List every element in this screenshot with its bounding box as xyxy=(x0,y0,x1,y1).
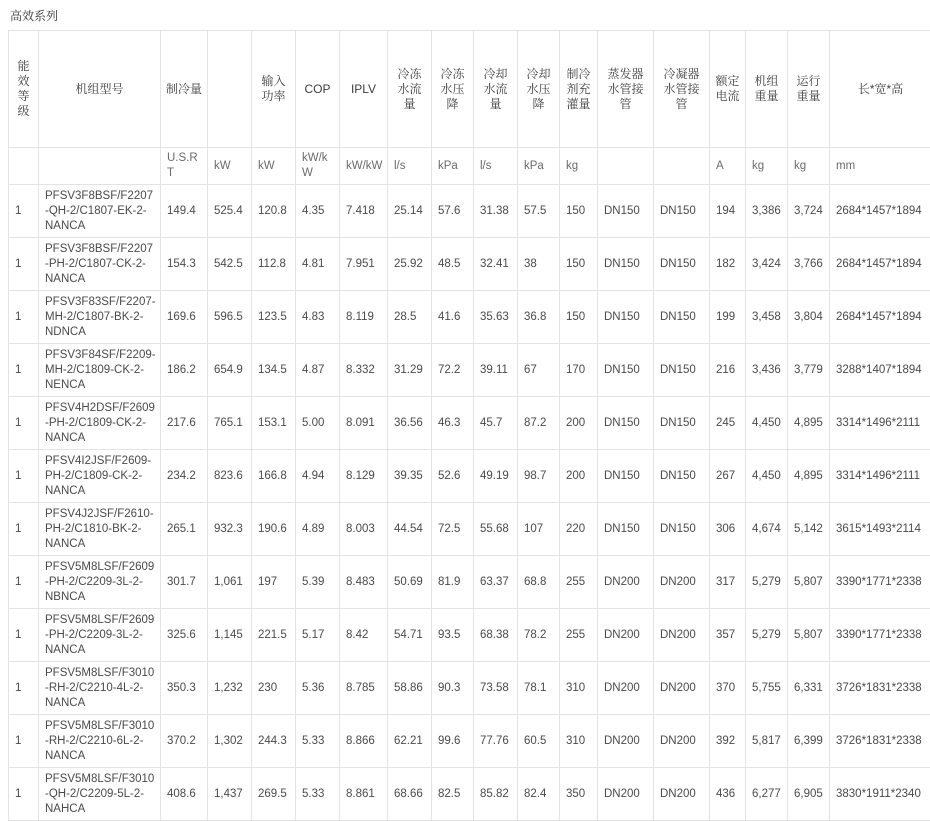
cell-cop: 5.00 xyxy=(296,397,340,450)
cell-evaporator-pipe: DN150 xyxy=(598,503,654,556)
cell-refrigerant-charge: 200 xyxy=(560,450,598,503)
cell-condenser-pipe: DN150 xyxy=(654,238,710,291)
cell-capacity-kw: 932.3 xyxy=(208,503,252,556)
cell-iplv: 8.332 xyxy=(340,344,388,397)
cell-cooling-water-drop: 78.2 xyxy=(518,609,560,662)
cell-chilled-water-drop: 48.5 xyxy=(432,238,474,291)
cell-iplv: 7.418 xyxy=(340,185,388,238)
cell-evaporator-pipe: DN150 xyxy=(598,291,654,344)
cell-chilled-water-drop: 41.6 xyxy=(432,291,474,344)
cell-chilled-water-flow: 62.21 xyxy=(388,715,432,768)
col-header-cw-flow-label: 冷却水流量 xyxy=(478,67,513,112)
cell-condenser-pipe: DN200 xyxy=(654,662,710,715)
cell-power: 153.1 xyxy=(252,397,296,450)
col-header-cooling-water-drop xyxy=(518,31,560,148)
cell-power: 269.5 xyxy=(252,768,296,821)
cell-chilled-water-flow: 39.35 xyxy=(388,450,432,503)
cell-chilled-water-flow: 25.14 xyxy=(388,185,432,238)
cell-cop: 5.17 xyxy=(296,609,340,662)
cell-operating-weight: 3,724 xyxy=(788,185,830,238)
cell-unit-weight: 3,458 xyxy=(746,291,788,344)
cell-rated-current: 370 xyxy=(710,662,746,715)
cell-dimensions: 3726*1831*2338 xyxy=(830,662,930,715)
table-row[interactable] xyxy=(9,344,930,397)
cell-evaporator-pipe: DN200 xyxy=(598,609,654,662)
table-header xyxy=(9,31,930,185)
cell-power: 221.5 xyxy=(252,609,296,662)
cell-model: PFSV5M8LSF/F3010-QH-2/C2209-5L-2-NAHCA xyxy=(39,768,161,821)
cell-condenser-pipe: DN200 xyxy=(654,768,710,821)
cell-cooling-water-drop: 78.1 xyxy=(518,662,560,715)
cell-capacity-usrt: 370.2 xyxy=(161,715,208,768)
cell-refrigerant-charge: 200 xyxy=(560,397,598,450)
cell-unit-weight: 6,277 xyxy=(746,768,788,821)
table-row[interactable] xyxy=(9,768,930,821)
cell-cooling-water-drop: 36.8 xyxy=(518,291,560,344)
specification-table xyxy=(8,30,930,821)
cell-chilled-water-drop: 82.5 xyxy=(432,768,474,821)
cell-capacity-kw: 1,232 xyxy=(208,662,252,715)
cell-cop: 4.83 xyxy=(296,291,340,344)
cell-capacity-usrt: 325.6 xyxy=(161,609,208,662)
cell-cop: 5.36 xyxy=(296,662,340,715)
cell-grade: 1 xyxy=(9,185,39,238)
cell-condenser-pipe: DN150 xyxy=(654,185,710,238)
cell-cop: 5.39 xyxy=(296,556,340,609)
cell-dimensions: 3830*1911*2340 xyxy=(830,768,930,821)
cell-rated-current: 306 xyxy=(710,503,746,556)
cell-capacity-kw: 1,061 xyxy=(208,556,252,609)
cell-unit-weight: 3,424 xyxy=(746,238,788,291)
cell-unit-weight: 5,817 xyxy=(746,715,788,768)
cell-dimensions: 2684*1457*1894 xyxy=(830,238,930,291)
cell-chilled-water-flow: 58.86 xyxy=(388,662,432,715)
cell-cooling-water-flow: 73.58 xyxy=(474,662,518,715)
cell-cooling-water-drop: 38 xyxy=(518,238,560,291)
cell-grade: 1 xyxy=(9,662,39,715)
cell-unit-weight: 5,279 xyxy=(746,609,788,662)
cell-capacity-usrt: 186.2 xyxy=(161,344,208,397)
cell-dimensions: 3726*1831*2338 xyxy=(830,715,930,768)
col-header-current-label: 额定电流 xyxy=(714,74,741,104)
cell-iplv: 8.866 xyxy=(340,715,388,768)
cell-chilled-water-drop: 99.6 xyxy=(432,715,474,768)
cell-cooling-water-drop: 60.5 xyxy=(518,715,560,768)
cell-iplv: 8.091 xyxy=(340,397,388,450)
col-header-rated-current xyxy=(710,31,746,148)
table-row[interactable] xyxy=(9,185,930,238)
cell-chilled-water-drop: 90.3 xyxy=(432,662,474,715)
table-unit-row xyxy=(9,148,930,185)
col-header-power-label: 输入功率 xyxy=(256,74,291,104)
cell-rated-current: 317 xyxy=(710,556,746,609)
cell-grade: 1 xyxy=(9,450,39,503)
cell-model: PFSV5M8LSF/F2609-PH-2/C2209-3L-2-NANCA xyxy=(39,609,161,662)
cell-evaporator-pipe: DN150 xyxy=(598,450,654,503)
cell-iplv: 8.42 xyxy=(340,609,388,662)
cell-evaporator-pipe: DN150 xyxy=(598,238,654,291)
cell-operating-weight: 4,895 xyxy=(788,397,830,450)
cell-power: 134.5 xyxy=(252,344,296,397)
cell-unit-weight: 3,386 xyxy=(746,185,788,238)
col-header-iplv-label: IPLV xyxy=(351,82,376,97)
cell-iplv: 8.861 xyxy=(340,768,388,821)
cell-condenser-pipe: DN200 xyxy=(654,715,710,768)
cell-model: PFSV3F83SF/F2207-MH-2/C1807-BK-2-NDNCA xyxy=(39,291,161,344)
cell-operating-weight: 6,905 xyxy=(788,768,830,821)
cell-dimensions: 3288*1407*1894 xyxy=(830,344,930,397)
col-header-cop xyxy=(296,31,340,148)
cell-grade: 1 xyxy=(9,238,39,291)
cell-refrigerant-charge: 310 xyxy=(560,662,598,715)
cell-chilled-water-flow: 44.54 xyxy=(388,503,432,556)
cell-unit-weight: 4,674 xyxy=(746,503,788,556)
unit-chw-flow: l/s xyxy=(388,148,432,185)
cell-dimensions: 3390*1771*2338 xyxy=(830,556,930,609)
cell-refrigerant-charge: 310 xyxy=(560,715,598,768)
cell-cooling-water-flow: 77.76 xyxy=(474,715,518,768)
cell-cooling-water-flow: 39.11 xyxy=(474,344,518,397)
cell-cop: 4.94 xyxy=(296,450,340,503)
cell-operating-weight: 6,399 xyxy=(788,715,830,768)
unit-current: A xyxy=(710,148,746,185)
cell-iplv: 8.785 xyxy=(340,662,388,715)
unit-usrt: U.S.RT xyxy=(161,148,208,185)
cell-cooling-water-flow: 55.68 xyxy=(474,503,518,556)
cell-grade: 1 xyxy=(9,291,39,344)
table-row[interactable] xyxy=(9,556,930,609)
cell-capacity-usrt: 154.3 xyxy=(161,238,208,291)
cell-cooling-water-flow: 32.41 xyxy=(474,238,518,291)
cell-evaporator-pipe: DN150 xyxy=(598,397,654,450)
cell-rated-current: 392 xyxy=(710,715,746,768)
col-header-power xyxy=(252,31,296,148)
cell-chilled-water-flow: 25.92 xyxy=(388,238,432,291)
cell-chilled-water-flow: 50.69 xyxy=(388,556,432,609)
cell-operating-weight: 6,331 xyxy=(788,662,830,715)
cell-operating-weight: 5,142 xyxy=(788,503,830,556)
unit-cw-drop: kPa xyxy=(518,148,560,185)
col-header-operating-weight xyxy=(788,31,830,148)
col-header-cooling-water-flow xyxy=(474,31,518,148)
cell-iplv: 7.951 xyxy=(340,238,388,291)
cell-evaporator-pipe: DN200 xyxy=(598,662,654,715)
cell-capacity-kw: 525.4 xyxy=(208,185,252,238)
cell-grade: 1 xyxy=(9,344,39,397)
cell-power: 230 xyxy=(252,662,296,715)
cell-cop: 4.89 xyxy=(296,503,340,556)
col-header-capacity-usrt xyxy=(161,31,208,148)
cell-grade: 1 xyxy=(9,503,39,556)
cell-rated-current: 182 xyxy=(710,238,746,291)
col-header-chilled-water-flow xyxy=(388,31,432,148)
cell-power: 190.6 xyxy=(252,503,296,556)
cell-cop: 5.33 xyxy=(296,715,340,768)
cell-model: PFSV5M8LSF/F2609-PH-2/C2209-3L-2-NBNCA xyxy=(39,556,161,609)
col-header-cop-label: COP xyxy=(304,82,330,97)
cell-refrigerant-charge: 170 xyxy=(560,344,598,397)
cell-rated-current: 194 xyxy=(710,185,746,238)
table-row[interactable] xyxy=(9,397,930,450)
cell-capacity-kw: 1,302 xyxy=(208,715,252,768)
cell-cooling-water-flow: 45.7 xyxy=(474,397,518,450)
cell-model: PFSV4J2JSF/F2610-PH-2/C1810-BK-2-NANCA xyxy=(39,503,161,556)
cell-condenser-pipe: DN200 xyxy=(654,609,710,662)
col-header-model-label: 机组型号 xyxy=(75,82,123,97)
cell-operating-weight: 3,804 xyxy=(788,291,830,344)
unit-cond-pipe xyxy=(654,148,710,185)
cell-model: PFSV3F8BSF/F2207-PH-2/C1807-CK-2-NANCA xyxy=(39,238,161,291)
cell-capacity-kw: 542.5 xyxy=(208,238,252,291)
cell-chilled-water-drop: 72.2 xyxy=(432,344,474,397)
table-row[interactable] xyxy=(9,291,930,344)
cell-grade: 1 xyxy=(9,768,39,821)
cell-cop: 4.35 xyxy=(296,185,340,238)
col-header-dimensions xyxy=(830,31,930,148)
cell-chilled-water-drop: 57.6 xyxy=(432,185,474,238)
cell-capacity-usrt: 408.6 xyxy=(161,768,208,821)
cell-condenser-pipe: DN150 xyxy=(654,450,710,503)
col-header-chw-flow-label: 冷冻水流量 xyxy=(392,67,427,112)
cell-evaporator-pipe: DN200 xyxy=(598,768,654,821)
cell-chilled-water-drop: 46.3 xyxy=(432,397,474,450)
cell-operating-weight: 4,895 xyxy=(788,450,830,503)
cell-unit-weight: 5,279 xyxy=(746,556,788,609)
col-header-capacity-kw xyxy=(208,31,252,148)
cell-capacity-usrt: 350.3 xyxy=(161,662,208,715)
unit-dimensions: mm xyxy=(830,148,930,185)
cell-chilled-water-flow: 28.5 xyxy=(388,291,432,344)
cell-refrigerant-charge: 350 xyxy=(560,768,598,821)
cell-chilled-water-flow: 36.56 xyxy=(388,397,432,450)
unit-oper-weight: kg xyxy=(788,148,830,185)
cell-cooling-water-flow: 63.37 xyxy=(474,556,518,609)
cell-power: 120.8 xyxy=(252,185,296,238)
table-header-row xyxy=(9,31,930,148)
cell-refrigerant-charge: 150 xyxy=(560,185,598,238)
cell-cooling-water-drop: 67 xyxy=(518,344,560,397)
cell-cop: 5.33 xyxy=(296,768,340,821)
unit-kw: kW xyxy=(208,148,252,185)
cell-condenser-pipe: DN150 xyxy=(654,503,710,556)
cell-chilled-water-flow: 31.29 xyxy=(388,344,432,397)
cell-rated-current: 267 xyxy=(710,450,746,503)
table-body xyxy=(9,185,930,821)
col-header-capacity-label: 制冷量 xyxy=(166,82,202,97)
unit-model xyxy=(39,148,161,185)
cell-capacity-kw: 765.1 xyxy=(208,397,252,450)
cell-condenser-pipe: DN200 xyxy=(654,556,710,609)
cell-evaporator-pipe: DN150 xyxy=(598,344,654,397)
cell-condenser-pipe: DN150 xyxy=(654,397,710,450)
cell-refrigerant-charge: 150 xyxy=(560,238,598,291)
cell-power: 244.3 xyxy=(252,715,296,768)
cell-iplv: 8.003 xyxy=(340,503,388,556)
cell-condenser-pipe: DN150 xyxy=(654,344,710,397)
col-header-refrigerant-charge xyxy=(560,31,598,148)
cell-refrigerant-charge: 220 xyxy=(560,503,598,556)
col-header-dimensions-label: 长*宽*高 xyxy=(858,82,903,97)
cell-grade: 1 xyxy=(9,556,39,609)
cell-unit-weight: 5,755 xyxy=(746,662,788,715)
unit-evap-pipe xyxy=(598,148,654,185)
cell-cop: 4.87 xyxy=(296,344,340,397)
cell-chilled-water-flow: 54.71 xyxy=(388,609,432,662)
col-header-cond-pipe-label: 冷凝器水管接管 xyxy=(658,67,705,112)
cell-cooling-water-drop: 107 xyxy=(518,503,560,556)
cell-cooling-water-drop: 98.7 xyxy=(518,450,560,503)
cell-capacity-usrt: 169.6 xyxy=(161,291,208,344)
col-header-chw-drop-label: 冷冻水压降 xyxy=(436,67,469,112)
cell-power: 123.5 xyxy=(252,291,296,344)
cell-cooling-water-flow: 68.38 xyxy=(474,609,518,662)
cell-cooling-water-drop: 57.5 xyxy=(518,185,560,238)
cell-cooling-water-flow: 85.82 xyxy=(474,768,518,821)
cell-cooling-water-flow: 35.63 xyxy=(474,291,518,344)
cell-capacity-usrt: 234.2 xyxy=(161,450,208,503)
col-header-iplv xyxy=(340,31,388,148)
cell-evaporator-pipe: DN150 xyxy=(598,185,654,238)
cell-dimensions: 2684*1457*1894 xyxy=(830,291,930,344)
cell-chilled-water-drop: 81.9 xyxy=(432,556,474,609)
cell-condenser-pipe: DN150 xyxy=(654,291,710,344)
cell-rated-current: 436 xyxy=(710,768,746,821)
table-row[interactable] xyxy=(9,609,930,662)
cell-iplv: 8.119 xyxy=(340,291,388,344)
cell-rated-current: 216 xyxy=(710,344,746,397)
cell-power: 197 xyxy=(252,556,296,609)
table-row[interactable] xyxy=(9,450,930,503)
cell-operating-weight: 5,807 xyxy=(788,556,830,609)
cell-dimensions: 3390*1771*2338 xyxy=(830,609,930,662)
col-header-grade xyxy=(9,31,39,148)
cell-refrigerant-charge: 255 xyxy=(560,556,598,609)
unit-unit-weight: kg xyxy=(746,148,788,185)
cell-power: 112.8 xyxy=(252,238,296,291)
table-row[interactable] xyxy=(9,238,930,291)
cell-dimensions: 3615*1493*2114 xyxy=(830,503,930,556)
cell-grade: 1 xyxy=(9,397,39,450)
cell-chilled-water-flow: 68.66 xyxy=(388,768,432,821)
col-header-chilled-water-drop xyxy=(432,31,474,148)
col-header-unit-weight xyxy=(746,31,788,148)
table-row[interactable] xyxy=(9,715,930,768)
unit-cop: kW/kW xyxy=(296,148,340,185)
cell-rated-current: 357 xyxy=(710,609,746,662)
cell-capacity-kw: 823.6 xyxy=(208,450,252,503)
cell-model: PFSV4H2DSF/F2609-PH-2/C1809-CK-2-NANCA xyxy=(39,397,161,450)
cell-capacity-kw: 654.9 xyxy=(208,344,252,397)
table-row[interactable] xyxy=(9,662,930,715)
cell-capacity-kw: 1,145 xyxy=(208,609,252,662)
cell-capacity-kw: 1,437 xyxy=(208,768,252,821)
cell-rated-current: 199 xyxy=(710,291,746,344)
cell-chilled-water-drop: 52.6 xyxy=(432,450,474,503)
cell-iplv: 8.129 xyxy=(340,450,388,503)
cell-cooling-water-flow: 49.19 xyxy=(474,450,518,503)
unit-iplv: kW/kW xyxy=(340,148,388,185)
col-header-evap-pipe-label: 蒸发器水管接管 xyxy=(602,67,649,112)
unit-chw-drop: kPa xyxy=(432,148,474,185)
col-header-cw-drop-label: 冷却水压降 xyxy=(522,67,555,112)
cell-dimensions: 3314*1496*2111 xyxy=(830,450,930,503)
cell-model: PFSV5M8LSF/F3010-RH-2/C2210-6L-2-NANCA xyxy=(39,715,161,768)
cell-rated-current: 245 xyxy=(710,397,746,450)
cell-operating-weight: 3,766 xyxy=(788,238,830,291)
unit-cw-flow: l/s xyxy=(474,148,518,185)
table-row[interactable] xyxy=(9,503,930,556)
cell-refrigerant-charge: 150 xyxy=(560,291,598,344)
cell-cooling-water-flow: 31.38 xyxy=(474,185,518,238)
section-title: 高效系列 xyxy=(10,8,922,24)
col-header-oper-weight-label: 运行重量 xyxy=(792,74,825,104)
cell-grade: 1 xyxy=(9,609,39,662)
cell-dimensions: 3314*1496*2111 xyxy=(830,397,930,450)
cell-cooling-water-drop: 68.8 xyxy=(518,556,560,609)
cell-dimensions: 2684*1457*1894 xyxy=(830,185,930,238)
cell-unit-weight: 3,436 xyxy=(746,344,788,397)
cell-model: PFSV4I2JSF/F2609-PH-2/C1809-CK-2-NANCA xyxy=(39,450,161,503)
col-header-unit-weight-label: 机组重量 xyxy=(750,74,783,104)
unit-power: kW xyxy=(252,148,296,185)
cell-unit-weight: 4,450 xyxy=(746,450,788,503)
cell-grade: 1 xyxy=(9,715,39,768)
cell-capacity-kw: 596.5 xyxy=(208,291,252,344)
cell-chilled-water-drop: 72.5 xyxy=(432,503,474,556)
unit-charge: kg xyxy=(560,148,598,185)
col-header-charge-label: 制冷剂充灌量 xyxy=(564,67,593,112)
cell-model: PFSV5M8LSF/F3010-RH-2/C2210-4L-2-NANCA xyxy=(39,662,161,715)
col-header-condenser-pipe xyxy=(654,31,710,148)
cell-cooling-water-drop: 87.2 xyxy=(518,397,560,450)
cell-capacity-usrt: 301.7 xyxy=(161,556,208,609)
cell-evaporator-pipe: DN200 xyxy=(598,556,654,609)
cell-cooling-water-drop: 82.4 xyxy=(518,768,560,821)
unit-grade xyxy=(9,148,39,185)
cell-capacity-usrt: 265.1 xyxy=(161,503,208,556)
col-header-evaporator-pipe xyxy=(598,31,654,148)
cell-power: 166.8 xyxy=(252,450,296,503)
cell-evaporator-pipe: DN200 xyxy=(598,715,654,768)
cell-capacity-usrt: 149.4 xyxy=(161,185,208,238)
col-header-grade-label: 能效等级 xyxy=(13,59,34,119)
col-header-model xyxy=(39,31,161,148)
cell-operating-weight: 3,779 xyxy=(788,344,830,397)
cell-unit-weight: 4,450 xyxy=(746,397,788,450)
cell-cop: 4.81 xyxy=(296,238,340,291)
cell-model: PFSV3F8BSF/F2207-QH-2/C1807-EK-2-NANCA xyxy=(39,185,161,238)
cell-model: PFSV3F84SF/F2209-MH-2/C1809-CK-2-NENCA xyxy=(39,344,161,397)
cell-capacity-usrt: 217.6 xyxy=(161,397,208,450)
cell-iplv: 8.483 xyxy=(340,556,388,609)
cell-operating-weight: 5,807 xyxy=(788,609,830,662)
cell-chilled-water-drop: 93.5 xyxy=(432,609,474,662)
cell-refrigerant-charge: 255 xyxy=(560,609,598,662)
